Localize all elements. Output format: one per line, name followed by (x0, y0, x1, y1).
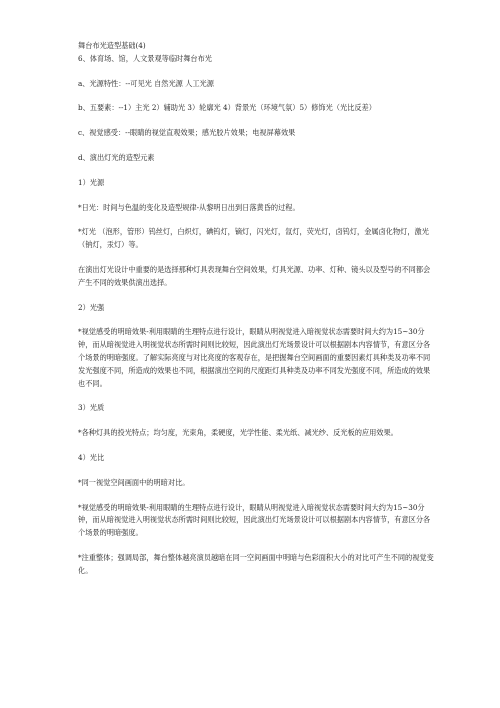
section-heading-light-source: 1）光源 (78, 177, 105, 187)
section-heading-ratio: 4）光比 (78, 452, 105, 462)
item-c: c、视觉感受：--眼睛的视觉直观效果；感光胶片效果；电视屏幕效果 (78, 128, 296, 138)
document-title: 舞台布光造型基础(4) (78, 41, 146, 50)
section-heading-intensity: 2）光强 (78, 302, 105, 312)
paragraph-overall: *注重整体；强调局部，舞台整体越亮演员越暗在同一空间画面中明暗与色彩面积大小的对比可产生不同的视觉变化。 (78, 552, 434, 575)
paragraph-daylight: *日光：时间与色温的变化及造型规律-从黎明日出到日落黄昏的过程。 (78, 202, 300, 212)
item-d: d、演出灯光的造型元素 (78, 152, 155, 162)
item-a: a、光源特性：--可见光 自然光源 人工光源 (78, 78, 214, 88)
paragraph-ratio-visual: *视觉感受的明暗效果-利用眼睛的生理特点进行设计，眼睛从明视觉进入暗视觉状态需要时间大约为15~30分钟，而从暗视觉进入明视觉状态所需时间则比较短，因此演出灯光场景设计可以根据剧本内容情节，有意区分各个场景的明暗强度。 (78, 502, 431, 538)
paragraph-contrast: *同一视觉空间画面中的明暗对比。 (78, 477, 190, 487)
document-subtitle: 6、体育场、馆，人文景观等临时舞台布光 (78, 53, 212, 63)
item-b: b、五要素：--1）主光 2）辅助光 3）轮廓光 4）背景光（环境气氛）5）修饰光（光比反差） (78, 103, 376, 113)
paragraph-lamps: *灯光 （泡形，管形）钨丝灯，白炽灯，碘钨灯，镝灯，闪光灯，氙灯，荧光灯，卤钨灯，金属卤化物灯，激光（钠灯，汞灯）等。 (78, 227, 429, 250)
section-heading-quality: 3）光质 (78, 403, 105, 413)
paragraph-quality: *各种灯具的投光特点；均匀度，光束角，柔硬度，光学性能、柔光纸、减光纱、反光板的应用效果。 (78, 428, 398, 438)
paragraph-lighting-design: 在演出灯光设计中重要的是选择那种灯具表现舞台空间效果，灯具光源、功率、灯种、镜头以及型号的不同都会产生不同的效果供演出选择。 (78, 264, 431, 287)
document-body (78, 40, 434, 578)
paragraph-intensity: *视觉感受的明暗效果-利用眼睛的生理特点进行设计，眼睛从明视觉进入暗视觉状态需要时间大约为15~30分钟，而从暗视觉进入明视觉状态所需时间则比较短，因此演出灯光场景设计可以根据剧本内容情节，有意区分各个场景的明暗强度。了解实际亮度与对比亮度的客观存在，是把握舞台空间画面的重要因素灯具种类及功率不同发光强度不同，所造成的效果也不同，根据演出空间的尺度距灯具种类及功率不同发光强度不同，所造成的效果也不同。 (78, 327, 431, 388)
